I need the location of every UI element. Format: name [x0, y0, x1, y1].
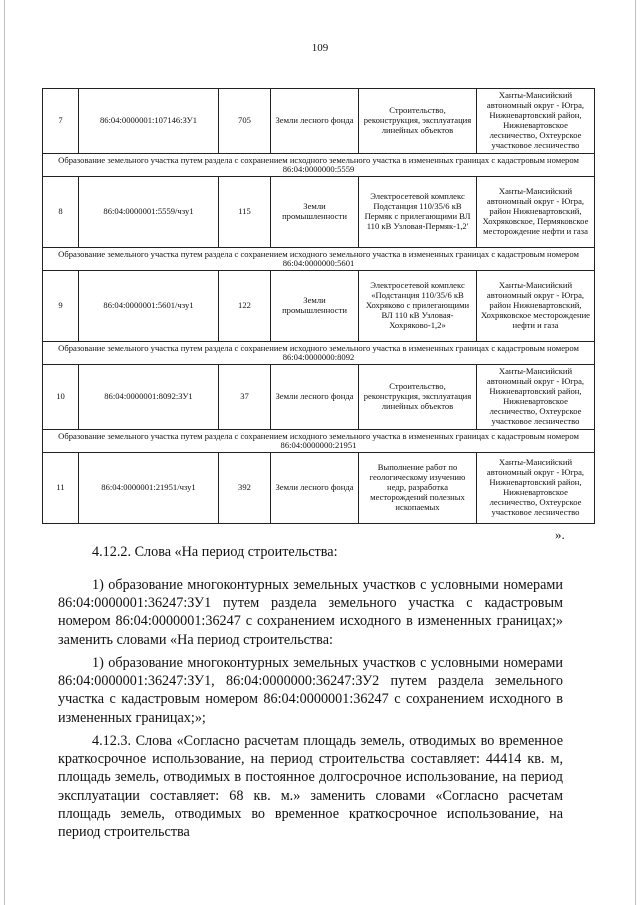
location: Ханты-Мансийский автономный округ - Югра, район Нижневартовский, Хохряковское, Пермяковское месторождение нефти и газа [477, 177, 595, 248]
paragraph-text: 4.12.3. Слова «Согласно расчетам площадь земель, отводимых во временное краткосрочное использование, на период строительства составляет: 44414 кв. м, площадь земель, отводимых в постоянное долгосрочное использование, на период эксплуатации составляет: 68 кв. м.» заменить словами «Согласно расчетам площадь земель, отводимых во временное краткосрочное использование, на период строительства [58, 733, 563, 841]
table-row [43, 271, 595, 342]
page-number: 109 [311, 42, 329, 54]
area-value: 392 [219, 453, 271, 524]
usage-purpose: Электросетевой комплекс Подстанция 110/35/6 кВ Пермяк с прилегающими ВЛ 110 кВ Узловая-Пермяк-1,2' [359, 177, 477, 248]
table-row [43, 177, 595, 248]
paragraph-text: 1) образование многоконтурных земельных участков с условными номерами 86:04:0000001:36247:ЗУ1, 86:04:0000000:36247:ЗУ2 путем раздела земельного участка с кадастровым номером 86:04:0000001:36247 с сохранением исходного в измененных границах;»; [58, 655, 563, 726]
cadastral-number: 86:04:0000001:21951/чзу1 [79, 453, 219, 524]
row-number: 7 [43, 89, 79, 154]
land-category: Земли лесного фонда [271, 89, 359, 154]
location: Ханты-Мансийский автономный округ - Югра, Нижневартовский район, Нижневартовское лесничество, Охтеурское участковое лесничество [477, 89, 595, 154]
usage-purpose: Строительство, реконструкция, эксплуатация линейных объектов [359, 89, 477, 154]
usage-purpose: Электросетевой комплекс «Подстанция 110/35/6 кВ Хохряково с прилегающими ВЛ 110 кВ Узловая-Хохряково-1,2» [359, 271, 477, 342]
caption-text: Образование земельного участка путем раздела с сохранением исходного земельного участка в измененных границах с кадастровым номером 86:04:0000000:8092 [43, 342, 595, 365]
area-value: 37 [219, 365, 271, 430]
scan-edge-left [4, 0, 5, 905]
scan-edge-right [635, 0, 636, 905]
cadastral-number: 86:04:0000001:8092:ЗУ1 [79, 365, 219, 430]
cadastral-number: 86:04:0000001:5601/чзу1 [79, 271, 219, 342]
caption-text: Образование земельного участка путем раздела с сохранением исходного земельного участка в измененных границах с кадастровым номером 86:04:0000000:21951 [43, 430, 595, 453]
location: Ханты-Мансийский автономный округ - Югра, район Нижневартовский, Хохряковское месторождение нефти и газа [477, 271, 595, 342]
usage-purpose: Строительство, реконструкция, эксплуатация линейных объектов [359, 365, 477, 430]
row-number: 8 [43, 177, 79, 248]
section-heading-4-12-2: 4.12.2. Слова «На период строительства: [92, 544, 338, 560]
paragraph-2 [58, 654, 563, 727]
location: Ханты-Мансийский автономный округ - Югра, Нижневартовский район, Нижневартовское лесничество, Охтеурское участковое лесничество [477, 453, 595, 524]
cadastral-number: 86:04:0000001:107146:ЗУ1 [79, 89, 219, 154]
table-caption-row [43, 342, 595, 365]
location: Ханты-Мансийский автономный округ - Югра, Нижневартовский район, Нижневартовское лесничество, Охтеурское участковое лесничество [477, 365, 595, 430]
paragraph-text: 1) образование многоконтурных земельных участков с условными номерами 86:04:0000001:36247:ЗУ1 путем раздела земельного участка с кадастровым номером 86:04:0000001:36247 с сохранением исходного в измененных границах;» заменить словами «На период строительства: [58, 577, 563, 648]
land-category: Земли лесного фонда [271, 453, 359, 524]
table-row [43, 453, 595, 524]
caption-text: Образование земельного участка путем раздела с сохранением исходного земельного участка в измененных границах с кадастровым номером 86:04:0000000:5559 [43, 154, 595, 177]
table-caption-row [43, 248, 595, 271]
caption-text: Образование земельного участка путем раздела с сохранением исходного земельного участка в измененных границах с кадастровым номером 86:04:0000000:5601 [43, 248, 595, 271]
table-row [43, 89, 595, 154]
land-category: Земли промышленности [271, 271, 359, 342]
table-caption-row [43, 154, 595, 177]
closing-quote: ». [555, 527, 565, 542]
area-value: 705 [219, 89, 271, 154]
land-category: Земли промышленности [271, 177, 359, 248]
row-number: 11 [43, 453, 79, 524]
cadastral-number: 86:04:0000001:5559/чзу1 [79, 177, 219, 248]
land-plots-table [42, 88, 595, 524]
paragraph-3 [58, 732, 563, 841]
table-caption-row [43, 430, 595, 453]
area-value: 122 [219, 271, 271, 342]
usage-purpose: Выполнение работ по геологическому изучению недр, разработка месторождений полезных ископаемых [359, 453, 477, 524]
row-number: 10 [43, 365, 79, 430]
paragraph-1 [58, 576, 563, 649]
table-row [43, 365, 595, 430]
land-category: Земли лесного фонда [271, 365, 359, 430]
row-number: 9 [43, 271, 79, 342]
area-value: 115 [219, 177, 271, 248]
